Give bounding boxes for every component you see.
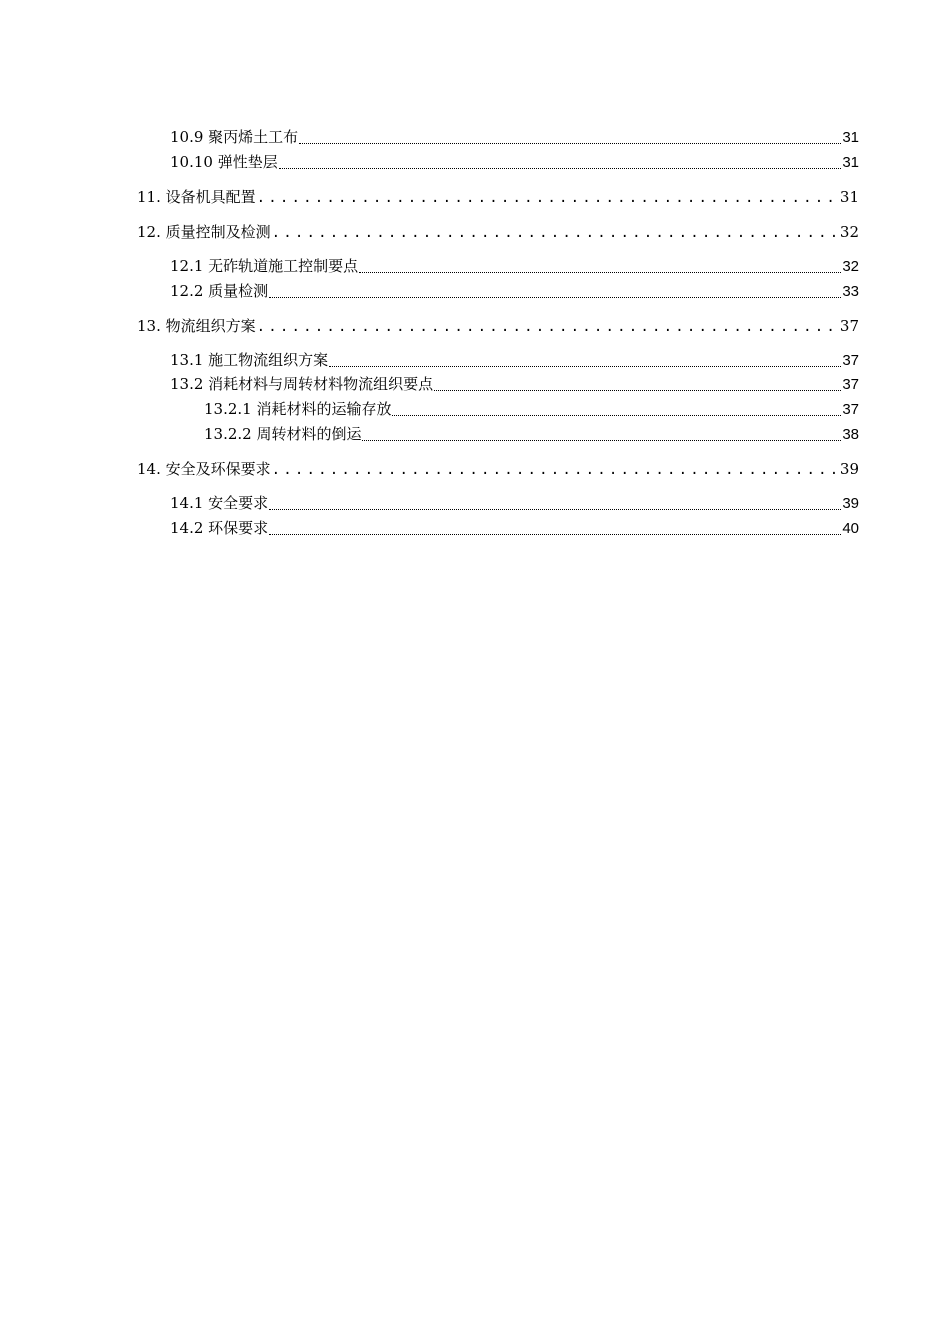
toc-entry-label: 13.2.2 周转材料的倒运 (204, 425, 362, 443)
dot-leader (257, 317, 839, 337)
toc-entry-label: 13.1 施工物流组织方案 (170, 351, 329, 369)
dot-leader (269, 520, 841, 535)
toc-page-number: 37 (842, 401, 859, 418)
toc-entry-label: 10.9 聚丙烯土工布 (170, 128, 299, 146)
toc-page-number: 40 (842, 520, 859, 537)
dot-leader (269, 495, 841, 510)
toc-entry-12-2[interactable] (170, 281, 859, 302)
dot-leader (257, 188, 839, 208)
dot-leader (279, 154, 842, 169)
dot-leader (269, 283, 841, 298)
dot-leader (329, 352, 841, 367)
toc-entry-13-2[interactable] (170, 374, 859, 395)
toc-entry-label: 10.10 弹性垫层 (170, 153, 278, 171)
toc-entry-label: 13.2.1 消耗材料的运输存放 (204, 400, 392, 418)
toc-entry-label: 11. 设备机具配置 (137, 188, 256, 206)
toc-entry-10-9[interactable] (170, 127, 859, 148)
toc-entry-14-1[interactable] (170, 493, 859, 514)
toc-page-number: 32 (839, 223, 859, 241)
toc-entry-label: 14.1 安全要求 (170, 494, 269, 512)
toc-page-number: 31 (839, 188, 859, 206)
toc-entry-label: 13. 物流组织方案 (137, 317, 256, 335)
toc-entry-label: 12. 质量控制及检测 (137, 223, 271, 241)
toc-entry-14-2[interactable] (170, 518, 859, 539)
toc-page-number: 39 (842, 495, 859, 512)
toc-entry-12[interactable] (137, 222, 859, 243)
dot-leader (299, 129, 841, 144)
toc-page-number: 37 (839, 317, 859, 335)
toc-entry-14[interactable] (137, 459, 859, 480)
toc-entry-label: 13.2 消耗材料与周转材料物流组织要点 (170, 375, 434, 393)
toc-page-number: 37 (842, 376, 859, 393)
toc-entry-13-2-1[interactable] (204, 399, 859, 420)
toc-entry-label: 12.1 无砟轨道施工控制要点 (170, 257, 359, 275)
dot-leader (359, 258, 841, 273)
dot-leader (272, 460, 839, 480)
toc-entry-label: 14. 安全及环保要求 (137, 460, 271, 478)
toc-entry-12-1[interactable] (170, 256, 859, 277)
toc-entry-13-2-2[interactable] (204, 424, 859, 445)
toc-page-number: 33 (842, 283, 859, 300)
dot-leader (362, 426, 841, 441)
toc-page-number: 37 (842, 352, 859, 369)
toc-page-number: 32 (842, 258, 859, 275)
toc-page-number: 39 (839, 460, 859, 478)
toc-entry-label: 14.2 环保要求 (170, 519, 269, 537)
toc-entry-13-1[interactable] (170, 350, 859, 371)
toc-entry-11[interactable] (137, 187, 859, 208)
dot-leader (434, 376, 841, 391)
toc-entry-13[interactable] (137, 316, 859, 337)
toc-page-number: 31 (842, 154, 859, 171)
toc-page-number: 38 (842, 426, 859, 443)
toc-page-number: 31 (842, 129, 859, 146)
toc-entry-label: 12.2 质量检测 (170, 282, 269, 300)
dot-leader (272, 223, 839, 243)
toc-entry-10-10[interactable] (170, 152, 859, 173)
dot-leader (392, 401, 841, 416)
